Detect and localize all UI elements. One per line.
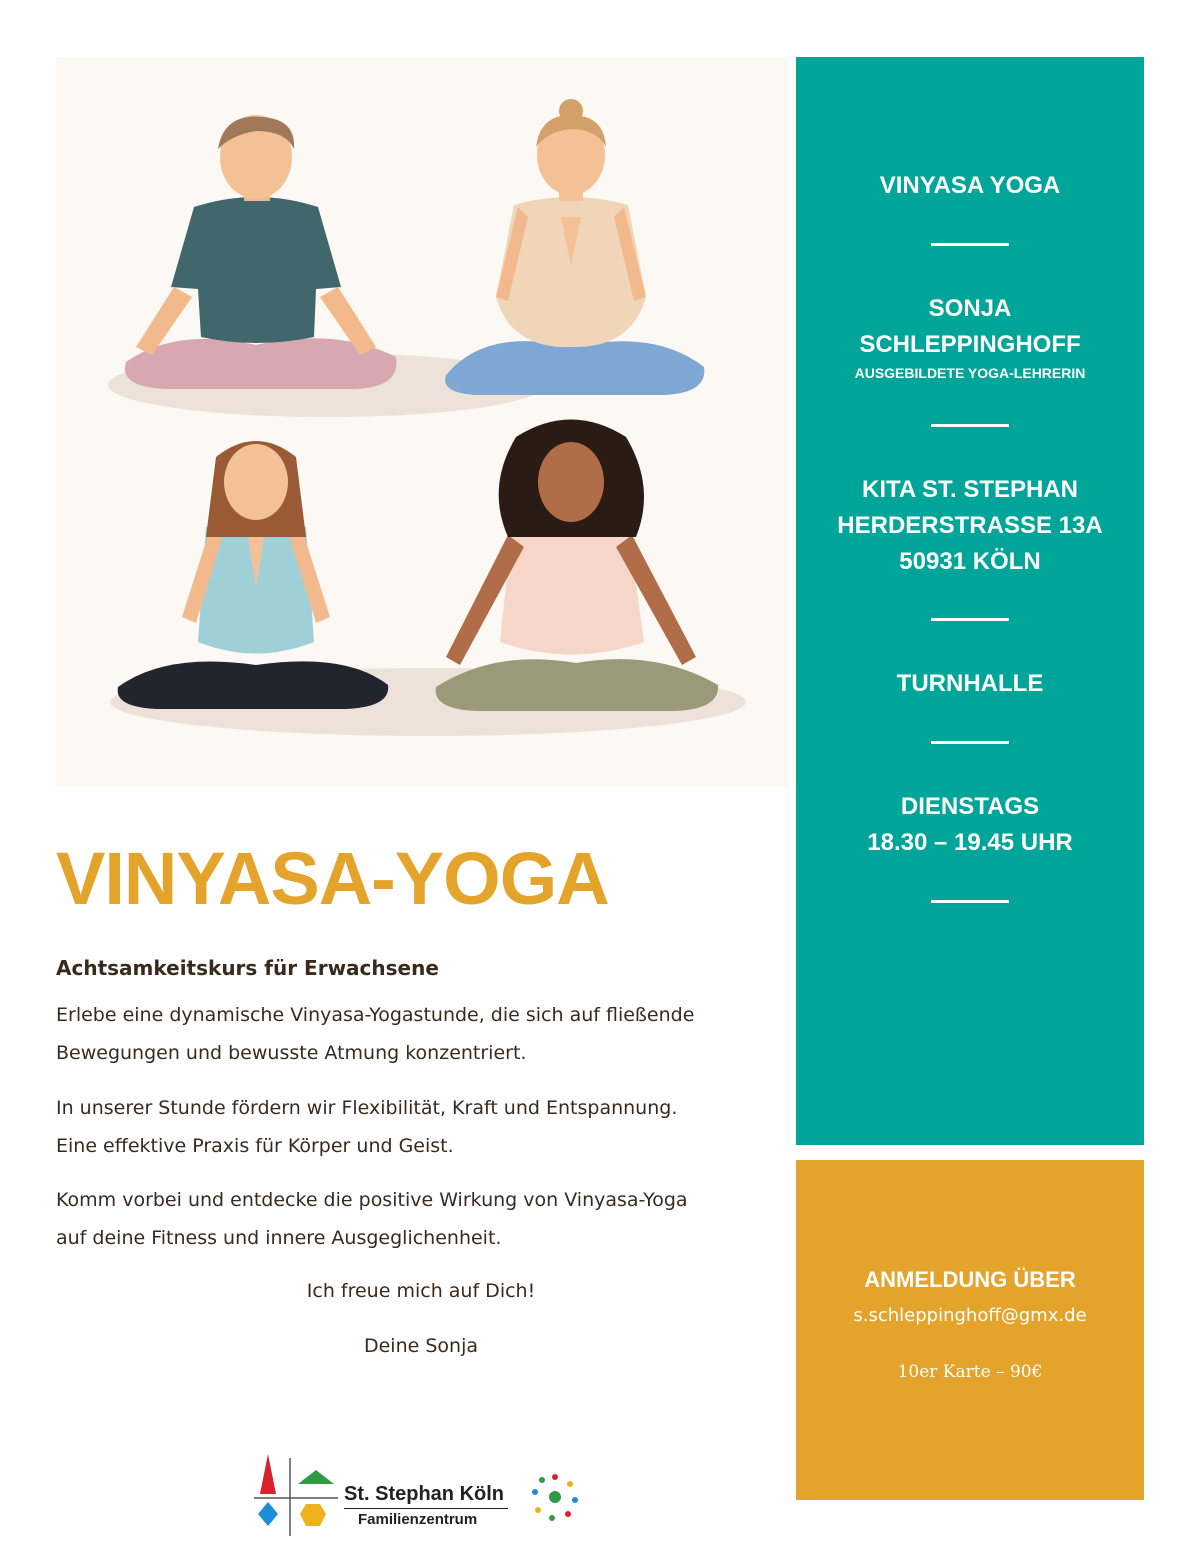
colorful-circle-icon [532,1474,578,1521]
divider [931,900,1009,903]
paragraph [56,1181,796,1257]
subtitle: Achtsamkeitskurs für Erwachsene [56,956,439,980]
paragraph-line: auf deine Fitness und innere Ausgeglichenheit. [56,1227,502,1249]
signature: Deine Sonja [363,1335,479,1357]
registration-label: ANMELDUNG ÜBER [864,1267,1076,1292]
logo-divider [344,1508,508,1509]
registration-panel [796,1160,1144,1500]
location-street: HERDERSTRASSE 13A [837,512,1103,539]
paragraph-line: Eine effektive Praxis für Körper und Geist. [56,1135,454,1157]
teacher-last-name: SCHLEPPINGHOFF [859,331,1081,358]
logo-name: St. Stephan Köln [344,1483,504,1505]
paragraph-line: Bewegungen und bewusste Atmung konzentriert. [56,1042,527,1064]
yoga-illustration [56,57,788,787]
teacher-first-name: SONJA [928,295,1012,322]
man-meditating [125,115,397,389]
price: 10er Karte – 90€ [897,1362,1043,1382]
paragraph [56,996,796,1072]
page-title: VINYASA-YOGA [56,837,609,920]
woman-blue-top-meditating [118,441,389,709]
registration-email[interactable]: s.schleppinghoff@gmx.de [853,1305,1087,1326]
course-name: VINYASA YOGA [879,172,1061,199]
divider [931,618,1009,621]
day: DIENSTAGS [900,793,1040,820]
paragraph [56,1089,796,1165]
teacher-role: AUSGEBILDETE YOGA-LEHRERIN [854,365,1086,381]
woman-pregnant-meditating [445,99,704,395]
location-name: KITA ST. STEPHAN [861,476,1078,503]
divider [931,741,1009,744]
woman-curly-hair-meditating [436,420,718,712]
paragraph-line: In unserer Stunde fördern wir Flexibilität, Kraft und Entspannung. [56,1097,678,1119]
divider [931,243,1009,246]
logo-subtitle: Familienzentrum [358,1511,478,1528]
closing-line: Ich freue mich auf Dich! [306,1280,536,1302]
info-panel [796,57,1144,1145]
paragraph-line: Erlebe eine dynamische Vinyasa-Yogastunde, die sich auf fließende [56,1004,695,1026]
time: 18.30 – 19.45 UHR [867,829,1073,856]
divider [931,424,1009,427]
people-meditating-illustration-icon [56,57,788,787]
room: TURNHALLE [896,670,1044,697]
paragraph-line: Komm vorbei und entdecke die positive Wirkung von Vinyasa-Yoga [56,1189,688,1211]
location-city: 50931 KÖLN [899,548,1041,575]
